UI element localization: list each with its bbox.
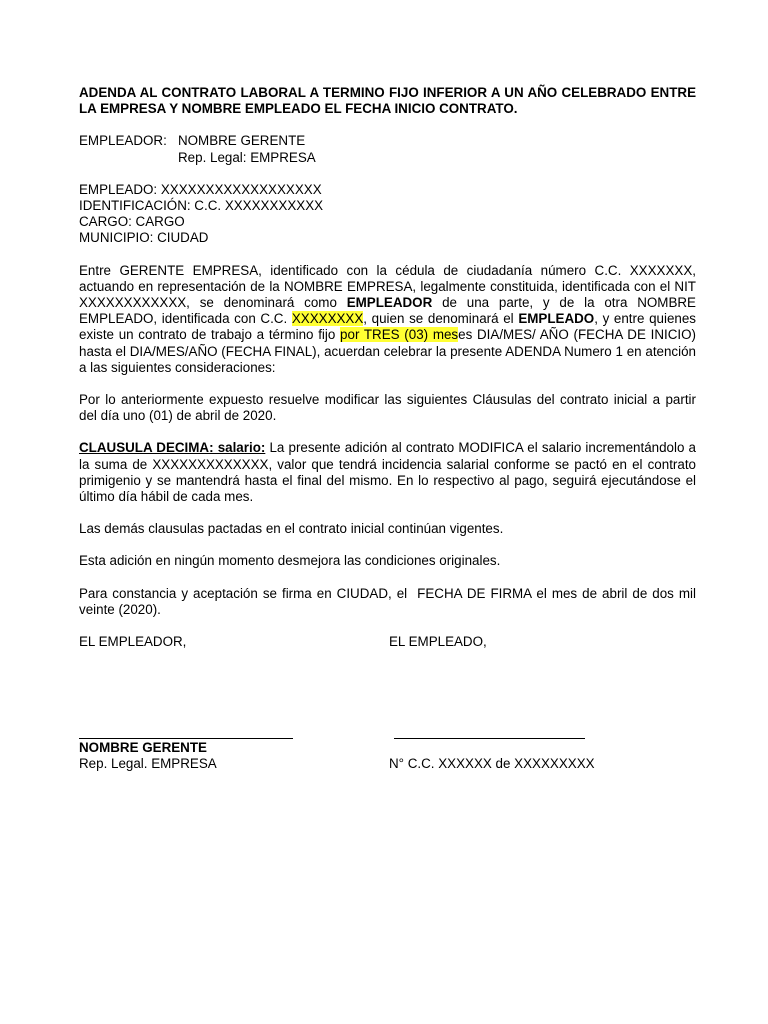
employee-block (79, 182, 696, 247)
employee-signer-id: N° C.C. XXXXXX de XXXXXXXXX (389, 756, 595, 771)
resolution-paragraph: Por lo anteriormente expuesto resuelve modificar las siguientes Cláusulas del contrato inicial a partir del día uno (01) de abril de 2020. (79, 392, 696, 424)
clause-heading: CLAUSULA DECIMA: salario: (79, 440, 266, 456)
clause-paragraph (79, 440, 696, 505)
employee-term: EMPLEADO (518, 311, 595, 327)
highlight-duration: por TRES (03) mes (340, 327, 459, 343)
employer-signature-line (79, 738, 293, 739)
employer-rep: Rep. Legal: EMPRESA (178, 149, 316, 165)
clause-text: La presente adición al contrato MODIFICA el salario incrementándolo a la suma de XXXXXXXXXXXXX, valor que tendrá incidencia salarial conforme se pactó en el contrato primigenio y se mantendrá hasta el final del mismo. En lo respectivo al pago, seguirá ejecutándose el último día hábil de cada mes. (79, 440, 696, 505)
employee-name: EMPLEADO: XXXXXXXXXXXXXXXXXX (79, 181, 322, 197)
intro-text-1: Entre GERENTE EMPRESA, identificado con la cédula de ciudadanía número C.C. XXXXXXX, actuando en representación de la NOMBRE EMPRESA, legalmente constituida, identificada con el NIT XXXXXXXXXXXX, se denominará como (79, 262, 696, 311)
employee-id: IDENTIFICACIÓN: C.C. XXXXXXXXXXX (79, 198, 324, 214)
document-title: ADENDA AL CONTRATO LABORAL A TERMINO FIJO INFERIOR A UN AÑO CELEBRADO ENTRE LA EMPRESA Y NOMBRE EMPLEADO EL FECHA INICIO CONTRATO. (79, 85, 696, 117)
intro-text-4: , y entre quienes existe un contrato de trabajo a término fijo (79, 311, 696, 343)
employer-block (79, 133, 696, 165)
intro-text-2: de una parte, y de la otra NOMBRE EMPLEADO, identificada con C.C. (79, 295, 696, 327)
remaining-clauses-paragraph: Las demás clausulas pactadas en el contrato inicial continúan vigentes. (79, 521, 504, 537)
employer-label: EMPLEADOR: NOMBRE GERENTE (79, 133, 306, 149)
no-detriment-paragraph: Esta adición en ningún momento desmejora las condiciones originales. (79, 553, 501, 569)
employee-signature-line (394, 738, 585, 739)
highlight-employee-id: XXXXXXXX (291, 311, 364, 327)
employee-signature-label: EL EMPLEADO, (389, 634, 487, 650)
document-page (79, 85, 700, 650)
signing-statement: Para constancia y aceptación se firma en CIUDAD, el FECHA DE FIRMA el mes de abril de dos mil veinte (2020). (79, 585, 700, 617)
intro-text-3: , quien se denominará el (363, 311, 519, 327)
signature-labels (79, 634, 696, 650)
employer-signer-name: NOMBRE GERENTE (79, 740, 207, 755)
intro-text-5: es DIA/MES/ AÑO (FECHA DE INICIO) hasta el DIA/MES/AÑO (FECHA FINAL), acuerdan celebrar la presente ADENDA Numero 1 en atención a las siguientes consideraciones: (79, 327, 696, 375)
intro-paragraph (79, 263, 696, 376)
employer-signer-role: Rep. Legal. EMPRESA (79, 756, 217, 771)
employee-position: CARGO: CARGO (79, 214, 185, 230)
employer-term: EMPLEADOR (346, 295, 433, 311)
employer-signature-label: EL EMPLEADOR, (79, 634, 187, 650)
employee-municipality: MUNICIPIO: CIUDAD (79, 230, 209, 246)
